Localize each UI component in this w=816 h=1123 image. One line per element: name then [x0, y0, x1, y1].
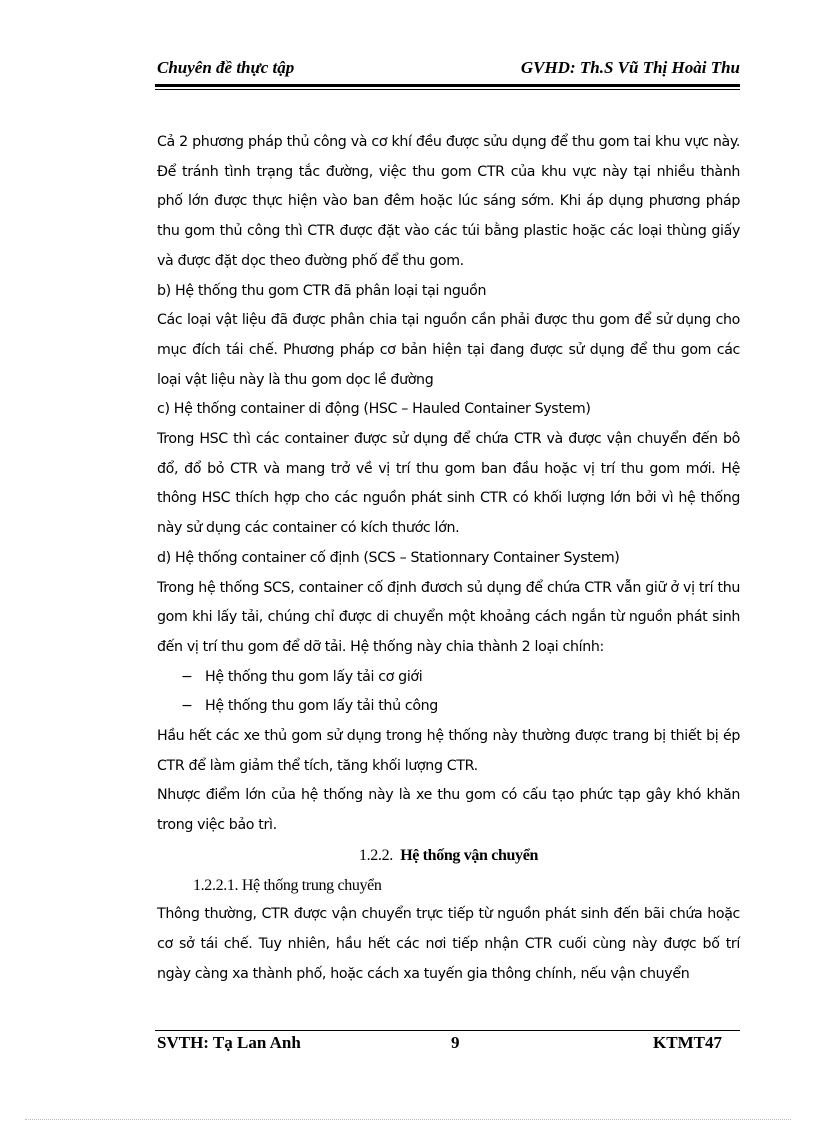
page-boundary — [25, 1119, 791, 1120]
heading-d: d) Hệ thống container cố định (SCS – Stationnary Container System) — [157, 549, 620, 566]
bullet-item — [157, 692, 740, 722]
section-heading — [157, 841, 740, 871]
bullet-dash: − — [181, 668, 193, 685]
heading-b: b) Hệ thống thu gom CTR đã phân loại tại nguồn — [157, 282, 487, 299]
paragraph-7: Thông thường, CTR được vận chuyển trực tiếp từ nguồn phát sinh đến bãi chứa hoặc cơ sở tái chế. Tuy nhiên, hầu hết các nơi tiếp nhận CTR cuối cùng này được bố trí ngày càng xa thành phố, hoặc cách xa tuyến gia thông chính, nếu vận chuyển — [157, 906, 740, 982]
footer-student: SVTH: Tạ Lan Anh — [157, 1033, 301, 1052]
bullet-text: Hệ thống thu gom lấy tải thủ công — [205, 698, 438, 715]
page-footer — [157, 1033, 722, 1053]
header-rule — [155, 84, 740, 87]
paragraph-1: Cả 2 phương pháp thủ công và cơ khí đều được sửu dụng để thu gom tai khu vực này. Để tránh tình trạng tắc đường, việc thu gom CTR của khu vực này tại nhiều thành phố lớn được thực hiện vào ban đêm hoặc lúc sáng sớm. Khi áp dụng phương pháp thu gom thủ công thì CTR được đặt vào các túi bằng plastic hoặc các loại thùng giấy và được đặt dọc theo đường phố để thu gom. — [157, 134, 740, 269]
bullet-item — [157, 663, 740, 693]
page-body — [157, 128, 740, 989]
page-number: 9 — [451, 1033, 460, 1052]
paragraph-4: Trong hệ thống SCS, container cố định đươch sủ dụng để chứa CTR vẫn giữ ở vị trí thu gom khi lấy tải, chúng chỉ được di chuyển một khoảng cách ngắn từ nguồn phát sinh đến vị trí thu gom để dỡ tải. Hệ thống này chia thành 2 loại chính: — [157, 579, 740, 655]
page-header — [157, 58, 740, 78]
paragraph-5: Hầu hết các xe thủ gom sử dụng trong hệ thống này thường được trang bị thiết bị ép CTR để làm giảm thể tích, tăng khối lượng CTR. — [157, 728, 740, 774]
paragraph-2: Các loại vật liệu đã được phân chia tại nguồn cần phải được thu gom để sử dụng cho mục đích tái chế. Phương pháp cơ bản hiện tại đang được sử dụng để thu gom các loại vật liệu này là thu gom dọc lề đường — [157, 312, 740, 388]
subsection-heading: 1.2.2.1. Hệ thống trung chuyển — [193, 876, 382, 894]
section-title: Hệ thống vận chuyển — [400, 846, 539, 864]
bullet-dash: − — [181, 698, 193, 715]
section-number: 1.2.2. — [358, 846, 393, 864]
header-title: Chuyên đề thực tập — [157, 58, 295, 77]
paragraph-3: Trong HSC thì các container được sử dụng để chứa CTR và được vận chuyển đến bô đổ, đổ bỏ CTR và mang trở về vị trí thu gom ban đầu hoặc vị trí thu gom mới. Hệ thông HSC thích hợp cho các nguồn phát sinh CTR có khối lượng lớn bởi vì hệ thống này sử dụng các container có kích thước lớn. — [157, 431, 740, 537]
paragraph-6: Nhược điểm lớn của hệ thống này là xe thu gom có cấu tạo phức tạp gây khó khăn trong việc bảo trì. — [157, 787, 740, 834]
header-rule-thin — [155, 89, 740, 90]
bullet-text: Hệ thống thu gom lấy tải cơ giới — [205, 668, 423, 685]
heading-c: c) Hệ thống container di động (HSC – Hauled Container System) — [157, 401, 591, 418]
footer-rule — [155, 1030, 740, 1031]
header-supervisor: GVHD: Th.S Vũ Thị Hoài Thu — [520, 58, 740, 77]
footer-class: KTMT47 — [653, 1033, 722, 1052]
